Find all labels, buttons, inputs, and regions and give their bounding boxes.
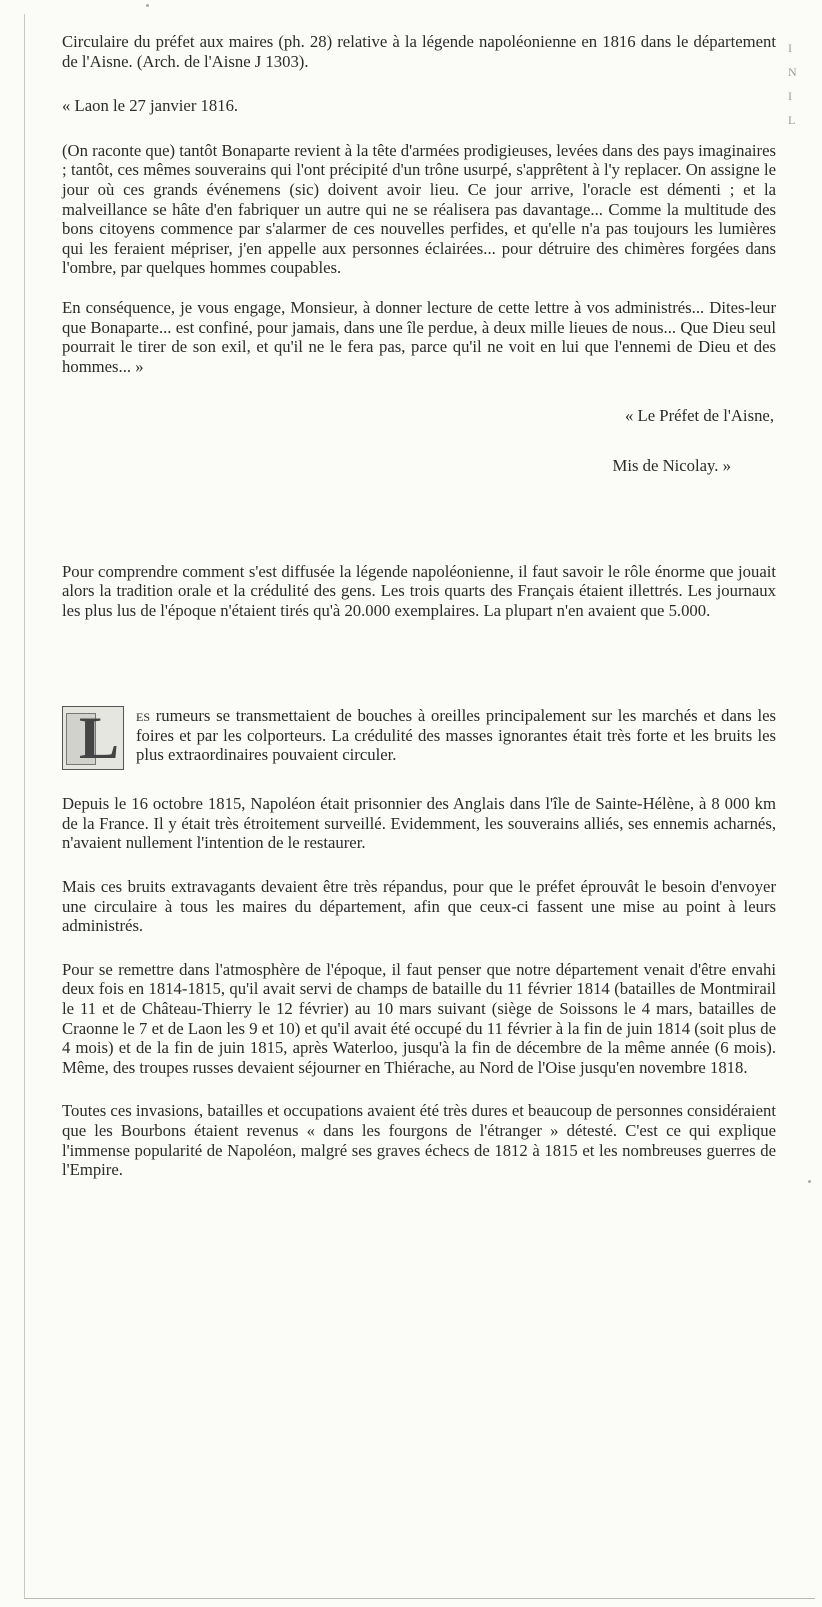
lead-in-text: es bbox=[136, 706, 151, 726]
margin-mark: L bbox=[788, 113, 796, 127]
letter-paragraph: (On raconte que) tantôt Bonaparte revient à la tête d'armées prodigieuses, levées dans des pays imaginaires ; tantôt, ces mêmes souverains qui l'ont précipité d'un trône usurpé, s'apprêtent à l'y replacer. On assigne le jour où ces grands événemens (sic) doivent avoir lieu. Ce jour arrive, l'oracle est démenti ; et la malveillance se hâte d'en fabriquer un autre qui ne se réalisera pas davantage... Comme la multitude des bons citoyens commence par s'alarmer de ces nouvelles perfides, et qu'elle n'a pas toujours les lumières qui les feraient mépriser, j'en appelle aux personnes éclairées... pour détruire des chimères forgées dans l'ombre, par quelques hommes coupables. bbox=[62, 140, 776, 278]
decorative-initial bbox=[62, 706, 124, 770]
dropcap-paragraph bbox=[62, 706, 776, 770]
body-paragraph: Mais ces bruits extravagants devaient être très répandus, pour que le préfet éprouvât le besoin d'envoyer une circulaire à tous les maires du département, afin que ceux-ci fassent une mise au point à leurs administrés. bbox=[62, 877, 776, 936]
margin-marks bbox=[788, 36, 802, 132]
margin-mark: I bbox=[788, 89, 792, 103]
article-body bbox=[62, 32, 776, 1180]
letter-dateline: « Laon le 27 janvier 1816. bbox=[62, 96, 239, 116]
margin-mark: N bbox=[788, 65, 797, 79]
document-caption: Circulaire du préfet aux maires (ph. 28) relative à la légende napoléonienne en 1816 dans le département de l'Aisne. (Arch. de l'Aisne J 1303). bbox=[62, 32, 776, 71]
body-paragraph: Toutes ces invasions, batailles et occupations avaient été très dures et beaucoup de personnes considéraient que les Bourbons étaient revenus « dans les fourgons de l'étranger » détesté. C'est ce qui explique l'immense popularité de Napoléon, malgré ses graves échecs de 1812 à 1815 et les nombreuses guerres de l'Empire. bbox=[62, 1101, 776, 1180]
margin-mark: I bbox=[788, 41, 792, 55]
body-paragraph: Pour comprendre comment s'est diffusée la légende napoléonienne, il faut savoir le rôle énorme que jouait alors la tradition orale et la crédulité des gens. Les trois quarts des Français étaient illettrés. Les journaux les plus lus de l'époque n'étaient tirés qu'à 20.000 exemplaires. La plupart n'en avaient que 5.000. bbox=[62, 561, 776, 620]
body-paragraph: Pour se remettre dans l'atmosphère de l'époque, il faut penser que notre département venait d'être envahi deux fois en 1814-1815, qu'il avait servi de champs de bataille du 11 février 1814 (batailles de Montmirail le 11 et de Château-Thierry le 12 février) au 10 mars suivant (siège de Soissons le 4 mars, batailles de Craonne le 7 et de Laon les 9 et 10) et qu'il avait été occupé du 11 février à la fin de juin 1814 (soit plus de 4 mois) et de la fin de juin 1815, après Waterloo, jusqu'à la fin de décembre de la même année (6 mois). Même, des troupes russes devaient séjourner en Thiérache, au Nord de l'Oise jusqu'en novembre 1818. bbox=[62, 959, 776, 1077]
letter-paragraph: En conséquence, je vous engage, Monsieur, à donner lecture de cette lettre à vos administrés... Dites-leur que Bonaparte... est confiné, pour jamais, dans une île perdue, à deux mille lieues de nous... Que Dieu seul pourrait le tirer de son exil, et qu'il ne le fera pas, parce qu'il ne voit en lui que l'ennemi de Dieu et des hommes... » bbox=[62, 297, 776, 376]
scan-speck bbox=[808, 1180, 811, 1183]
paragraph-text: rumeurs se transmettaient de bouches à oreilles principalement sur les marchés et dans les foires et par les colporteurs. La crédulité des masses ignorantes était très forte et les bruits les plus extraordinaires pouvaient circuler. bbox=[136, 706, 776, 765]
signature-title: « Le Préfet de l'Aisne, bbox=[625, 406, 774, 426]
body-paragraph: Depuis le 16 octobre 1815, Napoléon était prisonnier des Anglais dans l'île de Sainte-Hélène, à 8 000 km de la France. Il y était très étroitement surveillé. Evidemment, les souverains alliés, ses ennemis acharnés, n'avaient nullement l'intention de le restaurer. bbox=[62, 794, 776, 853]
scan-speck bbox=[146, 4, 149, 7]
initial-letter: L bbox=[78, 705, 119, 772]
body-paragraph bbox=[62, 706, 776, 765]
signature-name: Mis de Nicolay. » bbox=[612, 455, 731, 475]
